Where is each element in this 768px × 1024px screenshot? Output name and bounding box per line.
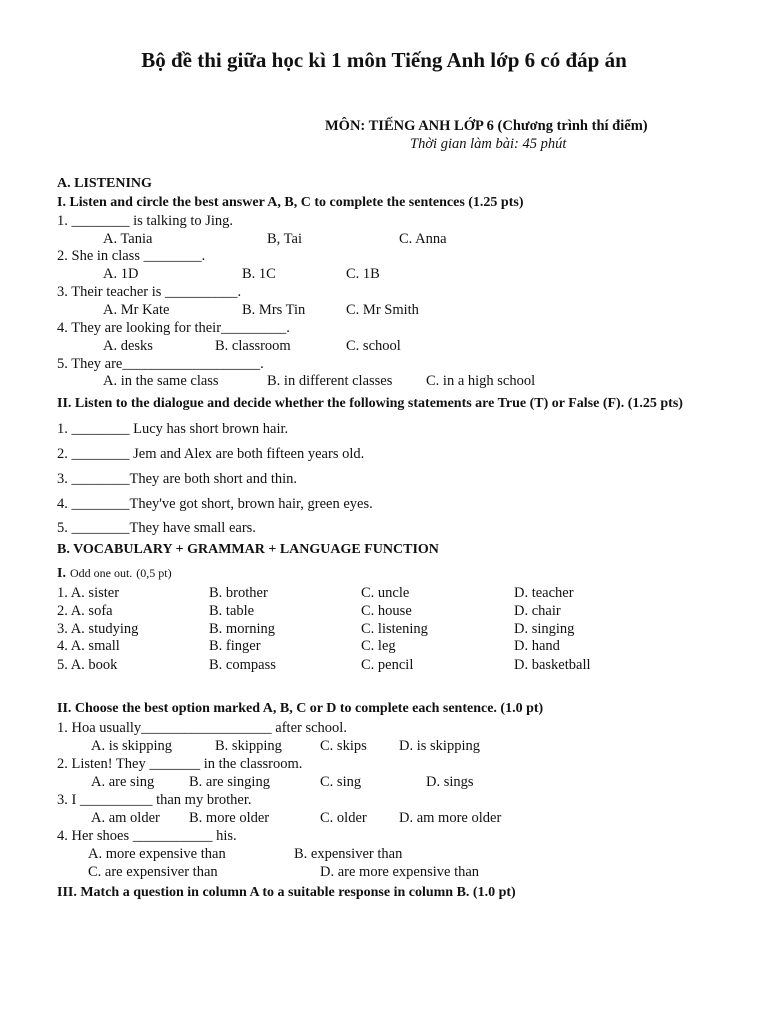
true-false-item: 3. ________They are both short and thin.: [57, 471, 298, 487]
grammar-q3-stem: 3. I __________ than my brother.: [57, 792, 252, 808]
grammar-q4-option: C. are expensiver than: [88, 864, 218, 880]
listening-q5-option: A. in the same class: [103, 373, 219, 389]
grammar-q3-option: B. more older: [189, 810, 270, 826]
listening-q5-option: C. in a high school: [426, 373, 536, 389]
section-b-heading: B. VOCABULARY + GRAMMAR + LANGUAGE FUNCTION: [57, 542, 439, 557]
listening-q5-stem: 5. They are___________________.: [57, 356, 264, 372]
grammar-q2-stem: 2. Listen! They _______ in the classroom.: [57, 756, 303, 772]
true-false-item: 5. ________They have small ears.: [57, 520, 256, 536]
listening-q1-stem: 1. ________ is talking to Jing.: [57, 213, 234, 229]
listening-q4-option: C. school: [346, 338, 401, 354]
odd-row-cell: D. chair: [514, 603, 561, 619]
odd-row-cell: B. compass: [209, 657, 276, 673]
listening-q3-stem: 3. Their teacher is __________.: [57, 284, 242, 300]
listening-q1-option: C. Anna: [399, 231, 447, 247]
odd-row-cell: C. listening: [361, 621, 428, 637]
odd-one-out-label: Odd one out.: [69, 566, 133, 580]
grammar-q4-option: D. are more expensive than: [320, 864, 480, 880]
odd-row-cell: C. uncle: [361, 585, 410, 601]
odd-row-cell: D. teacher: [514, 585, 574, 601]
grammar-q2-option: C. sing: [320, 774, 362, 790]
grammar-part2-heading: II. Choose the best option marked A, B, C or D to complete each sentence. (1.0 pt): [57, 701, 544, 716]
odd-row-cell: B. brother: [209, 585, 268, 601]
odd-row-cell: D. singing: [514, 621, 575, 637]
page-title: Bộ đề thi giữa học kì 1 môn Tiếng Anh lớp 6 có đáp án: [141, 48, 627, 72]
listening-q1-option: A. Tania: [103, 231, 153, 247]
grammar-q2-option: D. sings: [426, 774, 474, 790]
odd-one-out-number: I.: [57, 566, 66, 581]
matching-part3-heading: III. Match a question in column A to a suitable response in column B. (1.0 pt): [57, 885, 516, 900]
listening-q2-option: C. 1B: [346, 266, 380, 282]
odd-one-out-heading: [57, 564, 172, 582]
grammar-q1-option: D. is skipping: [399, 738, 480, 754]
odd-row-cell: C. pencil: [361, 657, 414, 673]
listening-q2-option: A. 1D: [103, 266, 139, 282]
grammar-q1-option: B. skipping: [215, 738, 282, 754]
grammar-q3-option: A. am older: [91, 810, 160, 826]
listening-q4-stem: 4. They are looking for their_________.: [57, 320, 290, 336]
listening-q3-option: A. Mr Kate: [103, 302, 170, 318]
true-false-item: 1. ________ Lucy has short brown hair.: [57, 421, 289, 437]
listening-q3-option: C. Mr Smith: [346, 302, 419, 318]
odd-row-cell: D. basketball: [514, 657, 591, 673]
listening-q3-option: B. Mrs Tin: [242, 302, 306, 318]
grammar-q1-stem: 1. Hoa usually__________________ after school.: [57, 720, 347, 736]
listening-q2-stem: 2. She in class ________.: [57, 248, 206, 264]
time-line: Thời gian làm bài: 45 phút: [410, 136, 567, 152]
true-false-item: 4. ________They've got short, brown hair, green eyes.: [57, 496, 373, 512]
section-a-heading: A. LISTENING: [57, 176, 152, 191]
odd-row-cell: B. morning: [209, 621, 276, 637]
grammar-q4-stem: 4. Her shoes ___________ his.: [57, 828, 237, 844]
grammar-q1-option: A. is skipping: [91, 738, 172, 754]
odd-row-cell: C. leg: [361, 638, 396, 654]
odd-row-cell: 4. A. small: [57, 638, 120, 654]
subject-line: MÔN: TIẾNG ANH LỚP 6 (Chương trình thí điểm): [325, 118, 648, 134]
odd-row-cell: D. hand: [514, 638, 560, 654]
grammar-q3-option: D. am more older: [399, 810, 502, 826]
listening-q2-option: B. 1C: [242, 266, 276, 282]
listening-part2-heading: II. Listen to the dialogue and decide whether the following statements are True (T) or False (F). (1.25 pts): [57, 396, 683, 411]
grammar-q4-option: B. expensiver than: [294, 846, 403, 862]
grammar-q3-option: C. older: [320, 810, 367, 826]
true-false-item: 2. ________ Jem and Alex are both fifteen years old.: [57, 446, 365, 462]
grammar-q4-option: A. more expensive than: [88, 846, 226, 862]
odd-row-cell: 2. A. sofa: [57, 603, 113, 619]
listening-q4-option: B. classroom: [215, 338, 291, 354]
listening-q5-option: B. in different classes: [267, 373, 393, 389]
odd-row-cell: B. finger: [209, 638, 261, 654]
odd-one-out-points: (0,5 pt): [136, 566, 172, 580]
odd-row-cell: C. house: [361, 603, 412, 619]
listening-q1-option: B, Tai: [267, 231, 302, 247]
listening-part1-heading: I. Listen and circle the best answer A, B, C to complete the sentences (1.25 pts): [57, 195, 524, 210]
listening-q4-option: A. desks: [103, 338, 153, 354]
odd-row-cell: B. table: [209, 603, 255, 619]
odd-row-cell: 5. A. book: [57, 657, 118, 673]
odd-row-cell: 3. A. studying: [57, 621, 139, 637]
grammar-q1-option: C. skips: [320, 738, 367, 754]
grammar-q2-option: B. are singing: [189, 774, 270, 790]
odd-row-cell: 1. A. sister: [57, 585, 120, 601]
grammar-q2-option: A. are sing: [91, 774, 155, 790]
